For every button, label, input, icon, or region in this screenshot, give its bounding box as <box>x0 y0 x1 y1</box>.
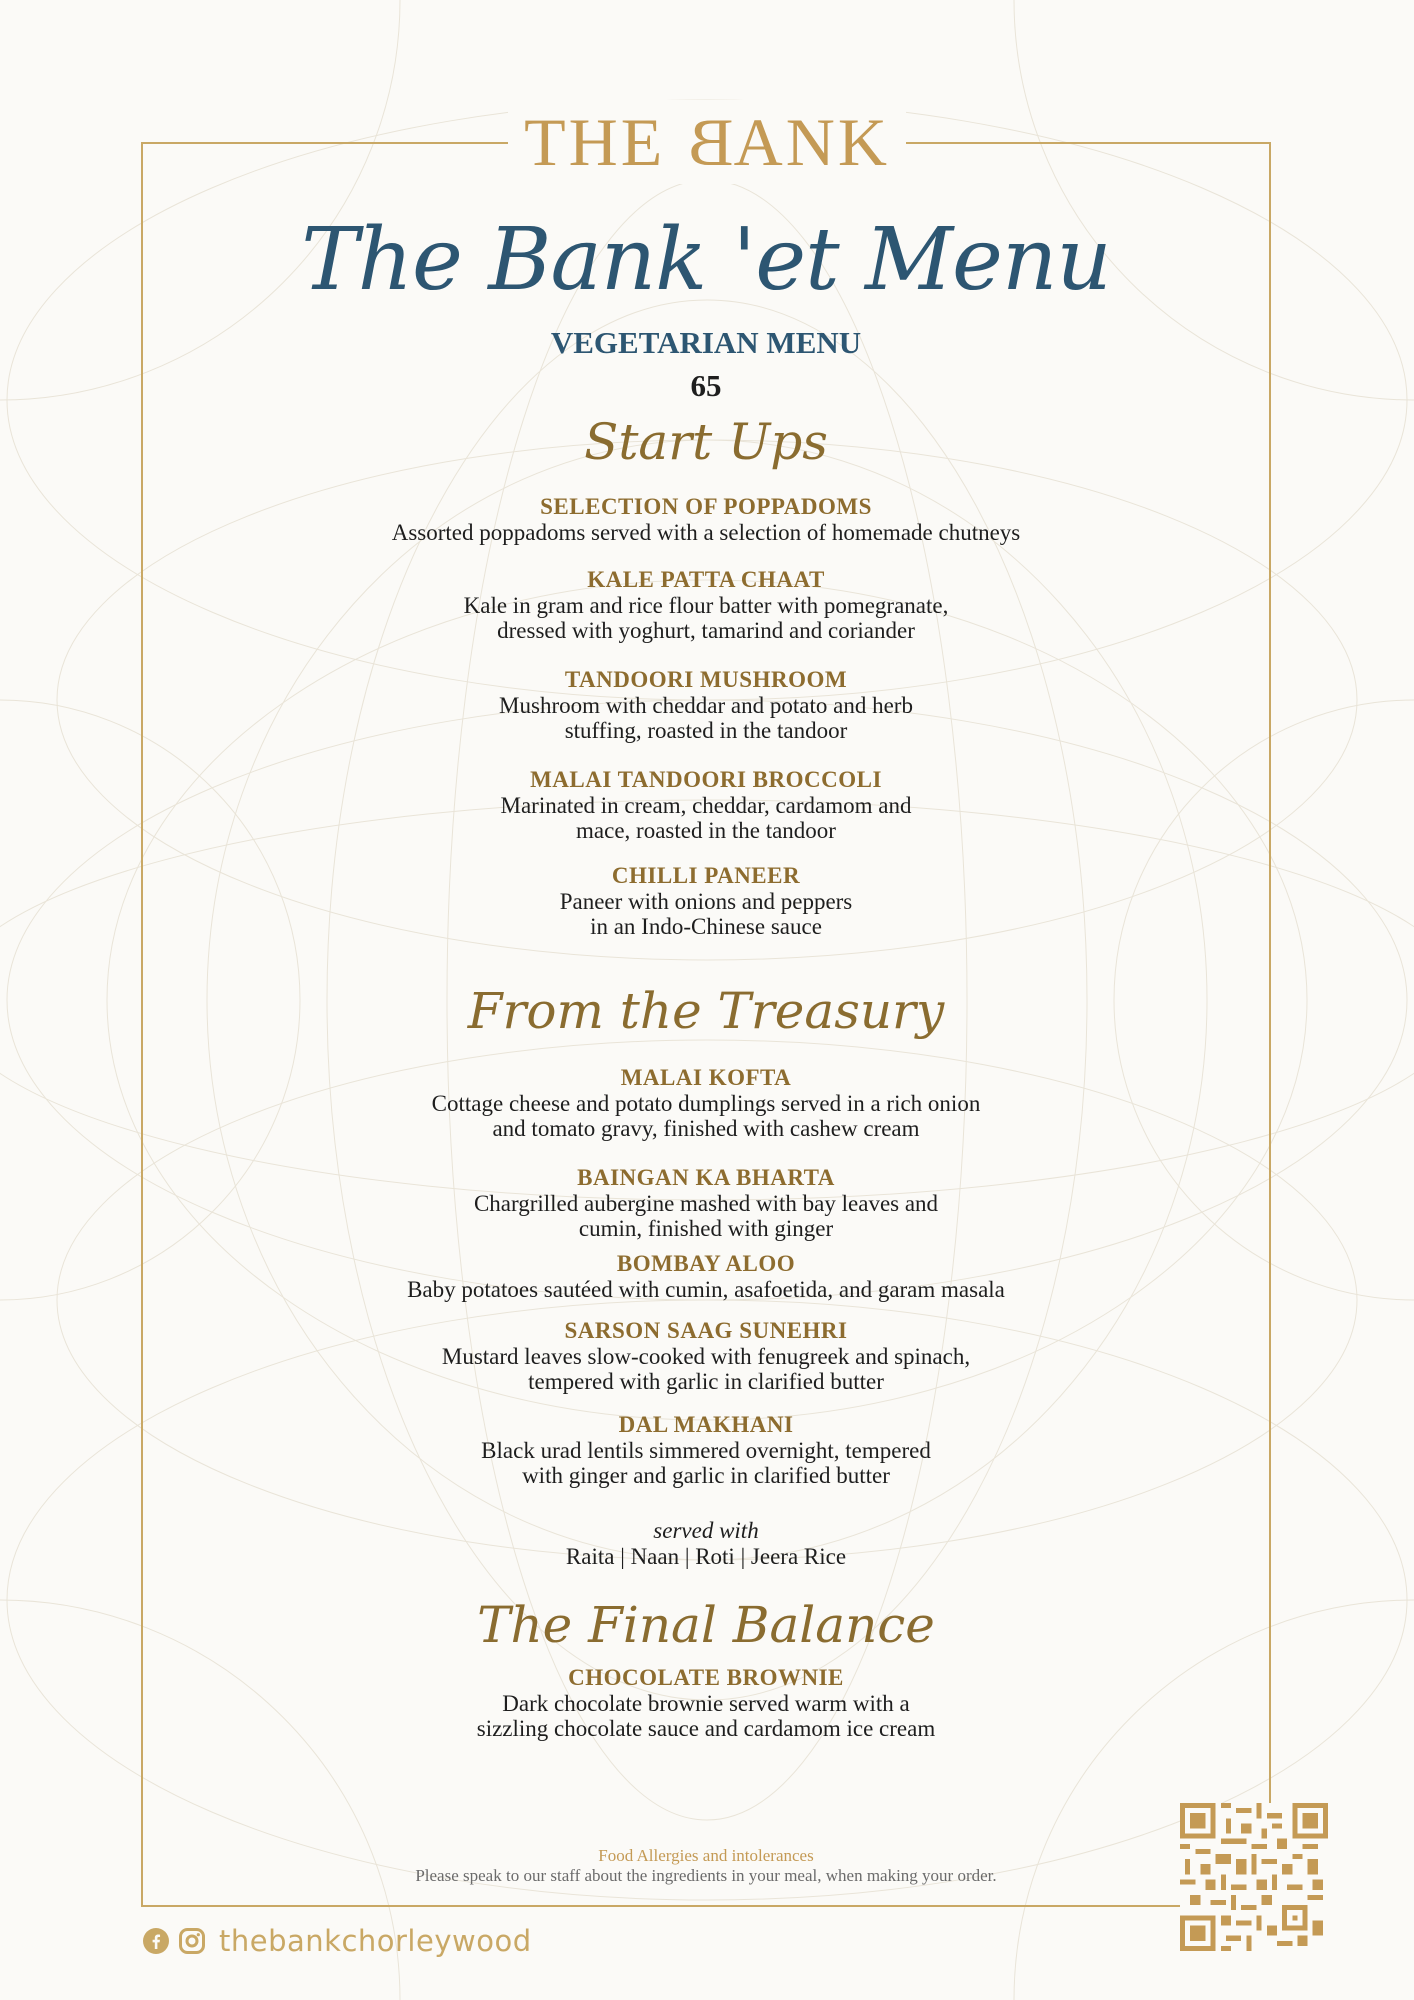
qr-code[interactable] <box>1180 1803 1328 1951</box>
served-with-label: served with <box>653 1518 759 1543</box>
item-description: Marinated in cream, cheddar, cardamom and mace, roasted in the tandoor <box>500 793 912 843</box>
item-description: Black urad lentils simmered overnight, tempered with ginger and garlic in clarified butter <box>481 1438 931 1488</box>
facebook-icon[interactable] <box>143 1928 169 1954</box>
item-description: Chargrilled aubergine mashed with bay leaves and cumin, finished with ginger <box>473 1191 939 1241</box>
section-title-start-ups: Start Ups <box>584 413 828 471</box>
menu-item <box>141 1318 1271 1394</box>
allergy-text: Please speak to our staff about the ingredients in your meal, when making your order. <box>415 1866 997 1885</box>
item-description: Cottage cheese and potato dumplings served in a rich onion and tomato gravy, finished with cashew cream <box>431 1091 981 1141</box>
item-name: TANDOORI MUSHROOM <box>564 667 848 692</box>
instagram-icon[interactable] <box>179 1928 205 1954</box>
item-name: MALAI TANDOORI BROCCOLI <box>530 767 882 792</box>
menu-item <box>141 767 1271 843</box>
menu-item <box>141 1065 1271 1141</box>
item-name: CHOCOLATE BROWNIE <box>568 1665 844 1690</box>
menu-item <box>141 567 1271 643</box>
brand-logo: THE BANK <box>508 100 906 184</box>
item-name: BAINGAN KA BHARTA <box>577 1165 835 1190</box>
item-description: Mushroom with cheddar and potato and herb stuffing, roasted in the tandoor <box>499 693 913 743</box>
menu-price: 65 <box>690 368 722 403</box>
menu-item <box>141 1165 1271 1241</box>
item-name: MALAI KOFTA <box>620 1065 792 1090</box>
social-handle[interactable]: thebankchorleywood <box>219 1924 532 1958</box>
menu-item <box>141 1412 1271 1488</box>
menu-title: The Bank 'et Menu <box>301 210 1111 310</box>
allergy-title: Food Allergies and intolerances <box>598 1846 814 1865</box>
menu-item <box>141 1665 1271 1741</box>
item-description: Kale in gram and rice flour batter with pomegranate, dressed with yoghurt, tamarind and coriander <box>463 593 949 643</box>
item-name: CHILLI PANEER <box>611 863 801 888</box>
item-description: Paneer with onions and peppers in an Indo-Chinese sauce <box>559 889 853 939</box>
item-name: SELECTION OF POPPADOMS <box>540 494 872 519</box>
item-description: Assorted poppadoms served with a selection of homemade chutneys <box>391 520 1021 545</box>
section-title-final-balance: The Final Balance <box>477 1596 935 1654</box>
section-title-treasury: From the Treasury <box>467 982 945 1040</box>
served-with-items: Raita | Naan | Roti | Jeera Rice <box>565 1544 847 1569</box>
item-name: SARSON SAAG SUNEHRI <box>564 1318 848 1343</box>
menu-subtitle: VEGETARIAN MENU <box>550 325 862 360</box>
item-name: DAL MAKHANI <box>618 1412 794 1437</box>
social-bar <box>143 1924 532 1958</box>
item-description: Dark chocolate brownie served warm with a sizzling chocolate sauce and cardamom ice cream <box>476 1691 936 1741</box>
item-description: Mustard leaves slow-cooked with fenugreek and spinach, tempered with garlic in clarified butter <box>441 1344 971 1394</box>
item-description: Baby potatoes sautéed with cumin, asafoetida, and garam masala <box>407 1277 1005 1302</box>
item-name: BOMBAY ALOO <box>616 1251 796 1276</box>
menu-item <box>141 863 1271 939</box>
menu-item <box>141 494 1271 545</box>
menu-item <box>141 667 1271 743</box>
menu-item <box>141 1251 1271 1302</box>
item-name: KALE PATTA CHAAT <box>587 567 825 592</box>
